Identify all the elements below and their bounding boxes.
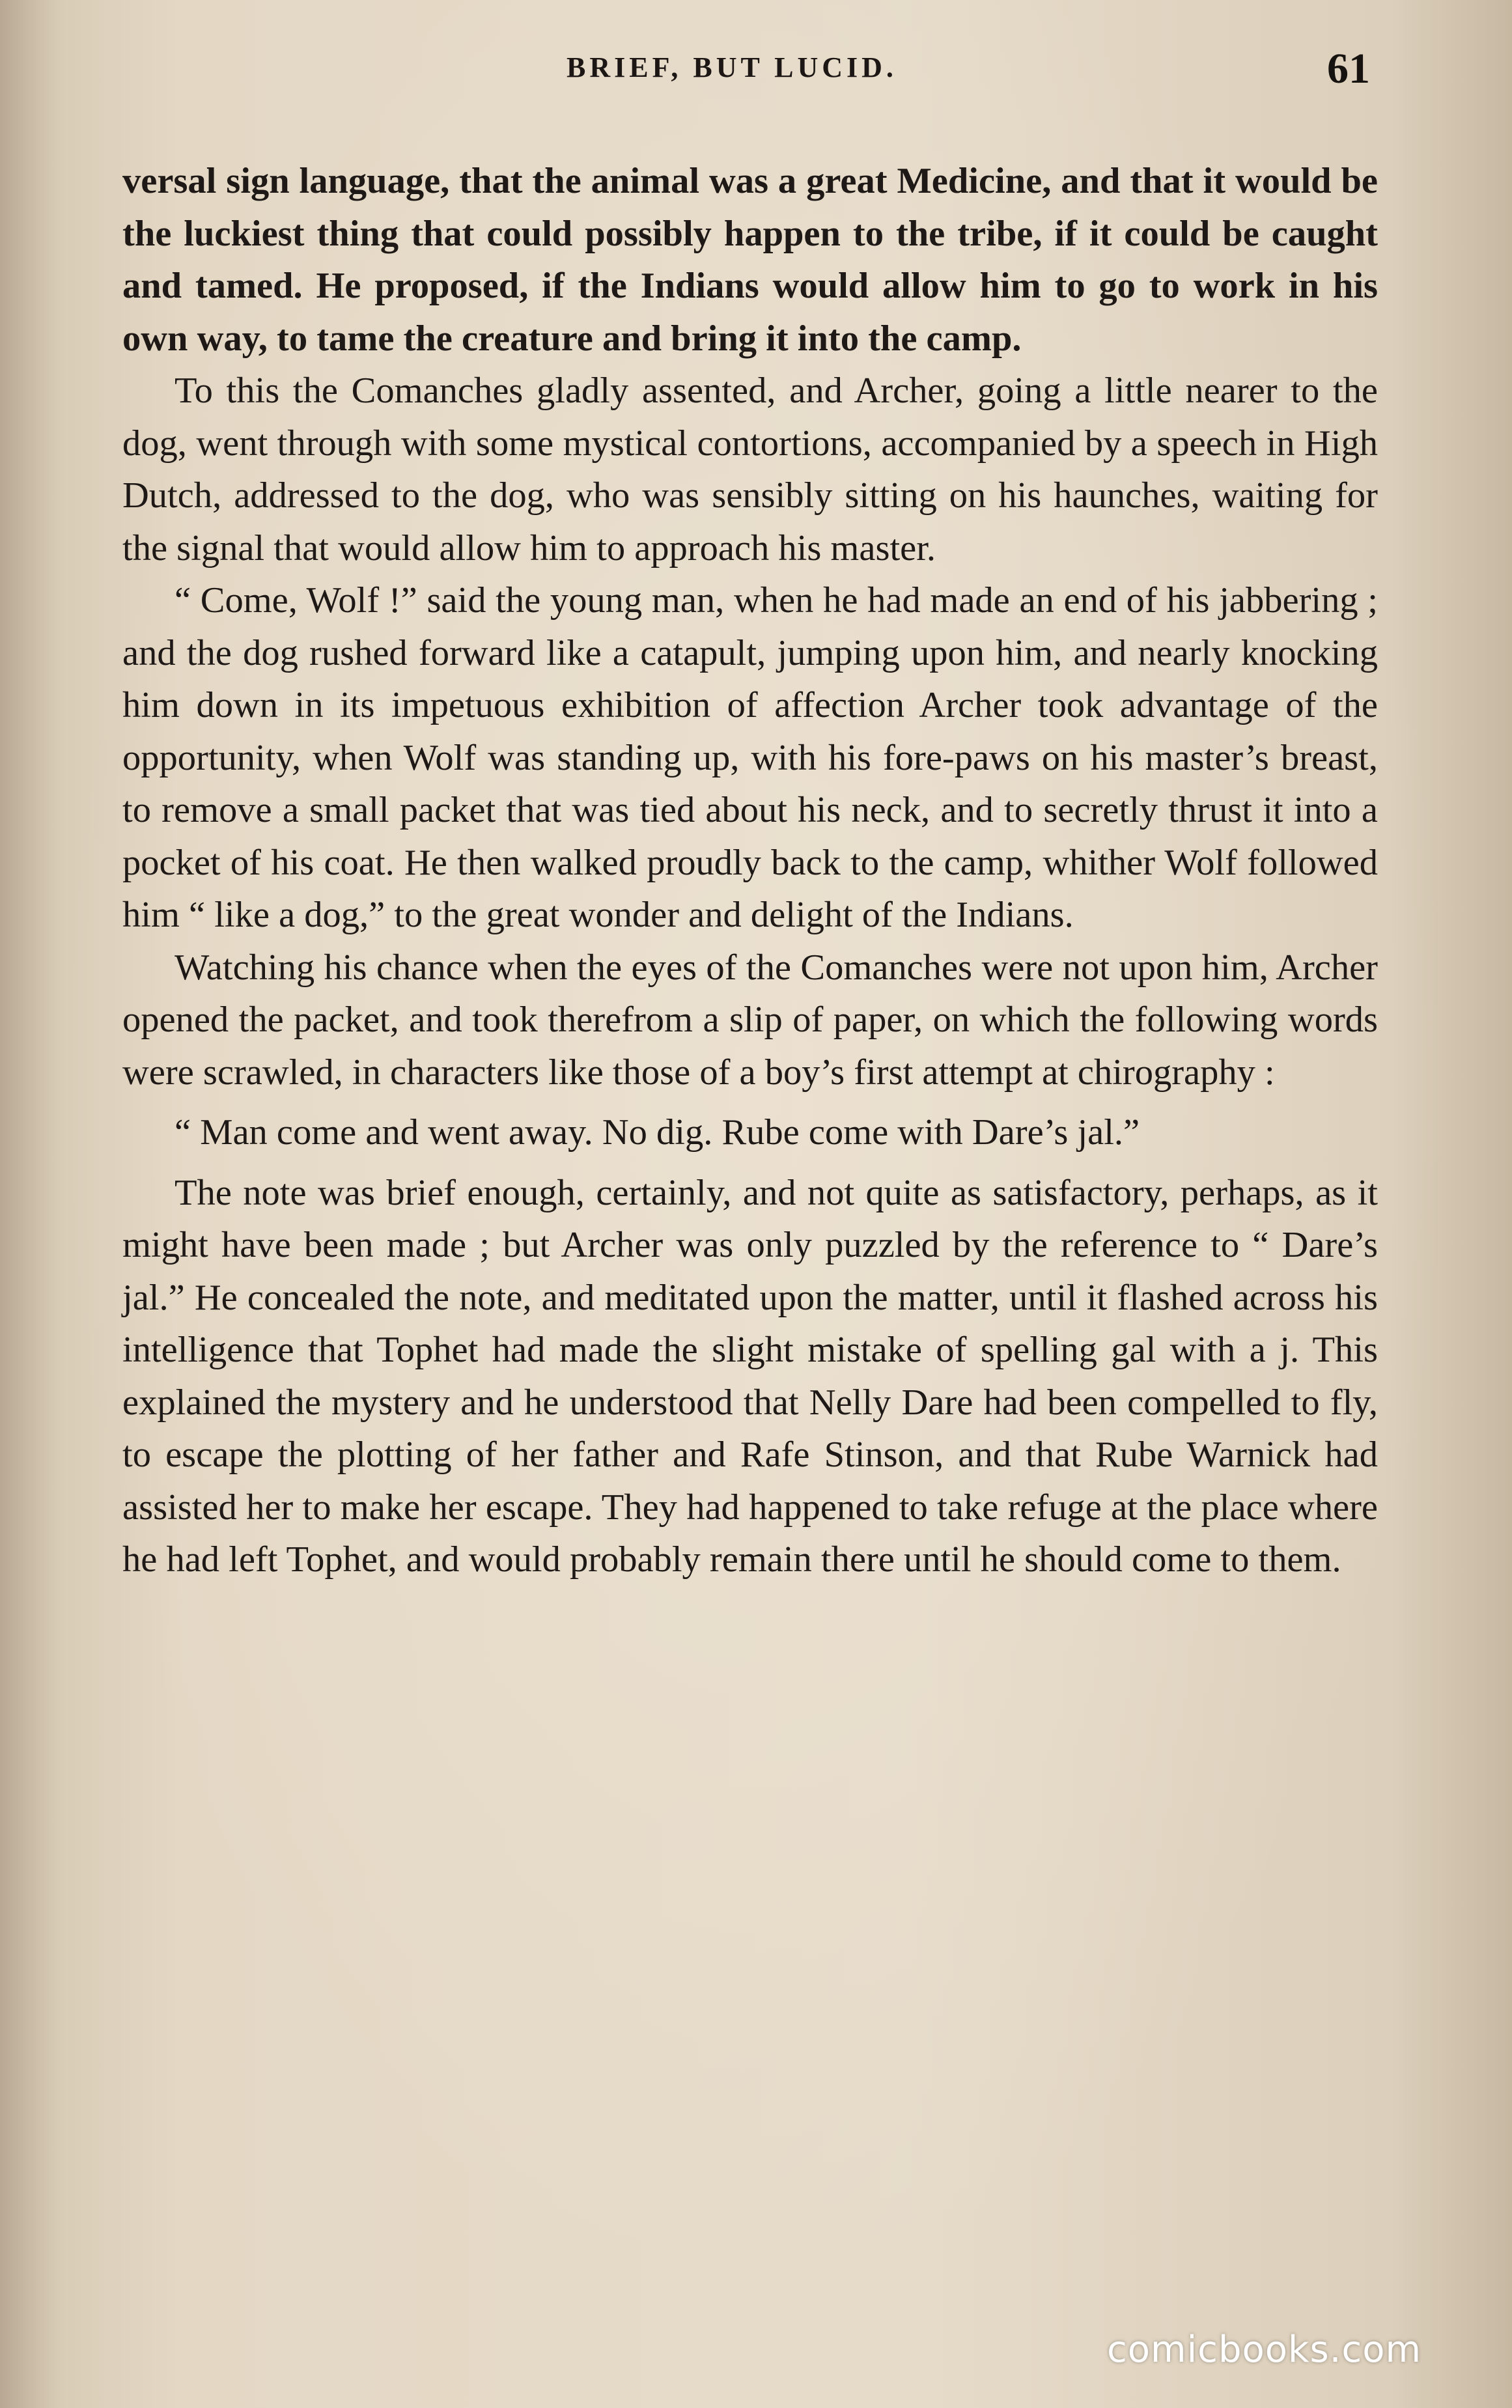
paragraph-4: Watching his chance when the eyes of the Comanches were not upon him, Archer opened the packet, and took therefrom a slip of paper, on which the following words were scrawled, in characters like those of a boy’s first attempt at chirography : <box>122 947 1378 1093</box>
paragraph-3: “ Come, Wolf !” said the young man, when he had made an end of his jabbering ; and the dog rushed forward like a catapult, jumping upon him, and nearly knocking him down in its impetuous exhibition of affection Archer took advantage of the opportunity, when Wolf was standing up, with his fore-paws on his master’s breast, to remove a small packet that was tied about his neck, and to secretly thrust it into a pocket of his coat. He then walked proudly back to the camp, whither Wolf followed him “ like a dog,” to the great wonder and delight of the Indians. <box>122 580 1378 935</box>
page-header <box>0 45 1512 103</box>
paragraph-1: versal sign language, that the animal was a great Medicine, and that it would be the luckiest thing that could possibly happen to the tribe, if it could be caught and tamed. He proposed, if the Indians would allow him to go to work in his own way, to tame the creature and bring it into the camp. <box>122 161 1378 359</box>
watermark: comicbooks.com <box>1107 2329 1422 2371</box>
page-number: 61 <box>1327 45 1370 92</box>
paragraph-5-quoted-note: “ Man come and went away. No dig. Rube come with Dare’s jal.” <box>175 1112 1140 1153</box>
body-text <box>122 155 1378 1586</box>
paragraph-6: The note was brief enough, certainly, and not quite as satisfactory, perhaps, as it might have been made ; but Archer was only puzzled by the reference to “ Dare’s jal.” He concealed the note, and meditated upon the matter, until it flashed across his intelligence that Tophet had made the slight mistake of spelling gal with a j. This explained the mystery and he understood that Nelly Dare had been compelled to fly, to escape the plotting of her father and Rafe Stinson, and that Rube Warnick had assisted her to make her escape. They had happened to take refuge at the place where he had left Tophet, and would probably remain there until he should come to them. <box>122 1172 1378 1580</box>
running-head: BRIEF, BUT LUCID. <box>567 51 897 83</box>
paragraph-2: To this the Comanches gladly assented, and Archer, going a little nearer to the dog, went through with some mystical contortions, accompanied by a speech in High Dutch, addressed to the dog, who was sensibly sitting on his haunches, waiting for the signal that would allow him to approach his master. <box>122 371 1378 568</box>
